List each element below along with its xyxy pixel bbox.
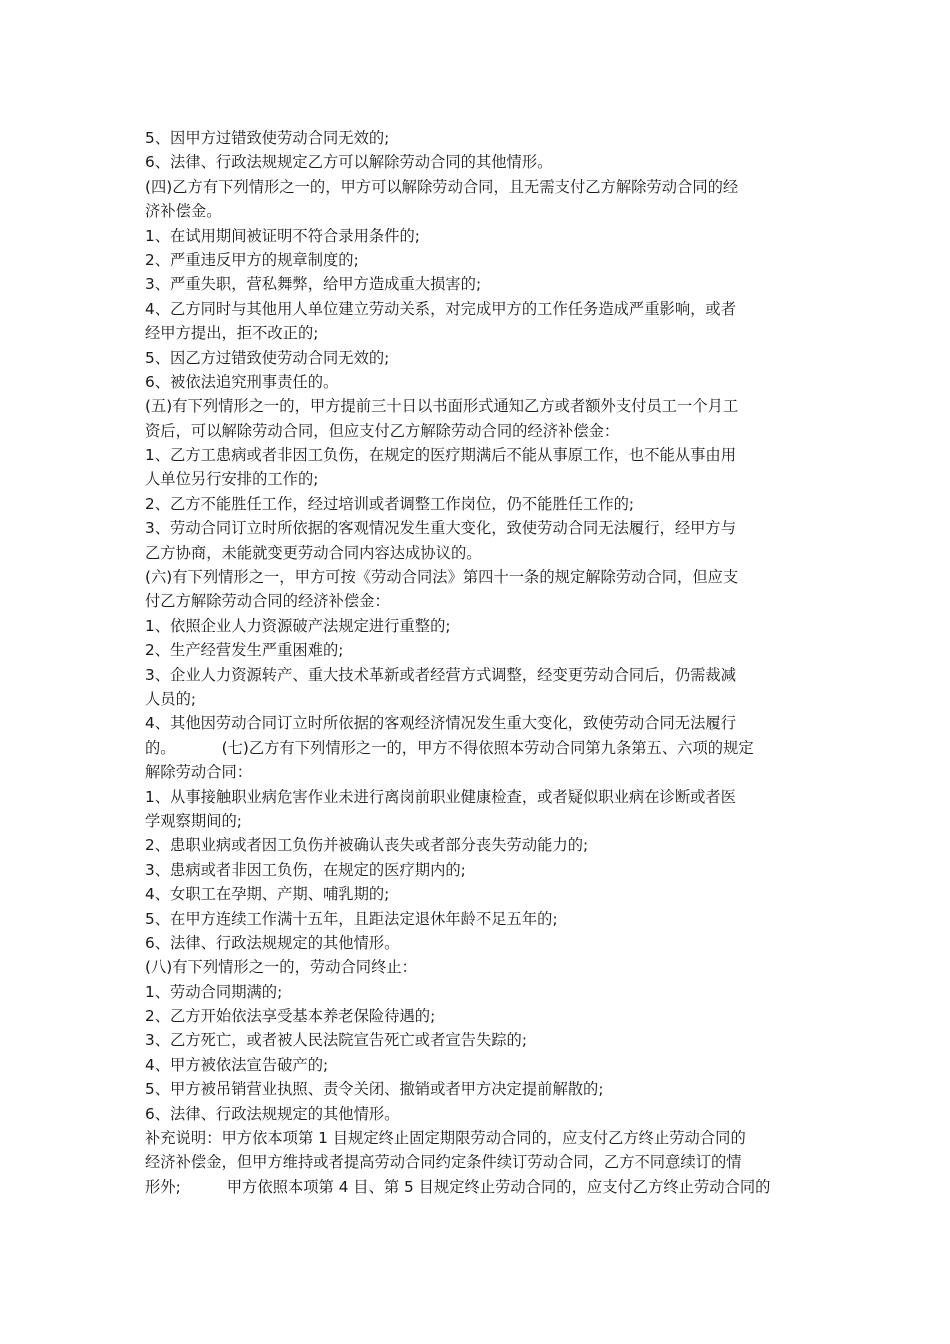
text-line: 4、乙方同时与其他用人单位建立劳动关系，对完成甲方的工作任务造成严重影响，或者 (145, 299, 737, 318)
text-line: 1、乙方工患病或者非因工负伤，在规定的医疗期满后不能从事原工作，也不能从事由用 (145, 446, 737, 465)
text-line: 3、劳动合同订立时所依据的客观情况发生重大变化，致使劳动合同无法履行，经甲方与 (145, 519, 737, 538)
text-line: 经甲方提出，拒不改正的; (145, 324, 319, 343)
text-line: 5、因乙方过错致使劳动合同无效的; (145, 348, 390, 367)
text-line: 3、严重失职，营私舞弊，给甲方造成重大损害的; (145, 275, 482, 294)
text-line: 资后，可以解除劳动合同，但应支付乙方解除劳动合同的经济补偿金： (145, 421, 620, 440)
text-line: (四)乙方有下列情形之一的，甲方可以解除劳动合同，且无需支付乙方解除劳动合同的经 (145, 177, 739, 196)
text-line: 人单位另行安排的工作的; (145, 470, 319, 489)
text-line-split (145, 1175, 807, 1199)
text-line: 3、企业人力资源转产、重大技术革新或者经营方式调整，经变更劳动合同后，仍需裁减 (145, 665, 737, 684)
text-line: 1、依照企业人力资源破产法规定进行重整的; (145, 616, 451, 635)
text-line: 1、在试用期间被证明不符合录用条件的; (145, 226, 420, 245)
text-line: 2、乙方开始依法享受基本养老保险待遇的; (145, 1007, 436, 1026)
text-line: 6、法律、行政法规规定的其他情形。 (145, 1104, 400, 1123)
text-line: 4、其他因劳动合同订立时所依据的客观经济情况发生重大变化，致使劳动合同无法履行 (145, 714, 737, 733)
text-line: 3、乙方死亡，或者被人民法院宣告死亡或者宣告失踪的; (145, 1031, 528, 1050)
text-line: 解除劳动合同： (145, 763, 253, 782)
text-line: 乙方协商，未能就变更劳动合同内容达成协议的。 (145, 543, 482, 562)
text-line: 5、因甲方过错致使劳动合同无效的; (145, 129, 390, 147)
text-line: (六)有下列情形之一，甲方可按《劳动合同法》第四十一条的规定解除劳动合同，但应支 (145, 568, 739, 587)
text-line: 济补偿金。 (145, 202, 222, 221)
text-line: 2、患职业病或者因工负伤并被确认丧失或者部分丧失劳动能力的; (145, 836, 589, 855)
text-line: 付乙方解除劳动合同的经济补偿金： (145, 592, 390, 611)
text-line: 5、甲方被吊销营业执照、责令关闭、撤销或者甲方决定提前解散的; (145, 1080, 604, 1099)
text-line: 6、法律、行政法规规定乙方可以解除劳动合同的其他情形。 (145, 153, 553, 172)
text-line: 1、劳动合同期满的; (145, 982, 283, 1001)
text-line: (八)有下列情形之一的，劳动合同终止： (145, 958, 417, 977)
text-line: 学观察期间的; (145, 811, 242, 830)
text-line: 4、女职工在孕期、产期、哺乳期的; (145, 885, 390, 904)
text-line-split (145, 736, 807, 760)
text-line: 2、生产经营发生严重困难的; (145, 641, 344, 660)
text-line: 6、被依法追究刑事责任的。 (145, 372, 339, 391)
text-line: 经济补偿金，但甲方维持或者提高劳动合同约定条件续订劳动合同，乙方不同意续订的情 (145, 1153, 742, 1172)
text-fragment: (七)乙方有下列情形之一的，甲方不得依照本劳动合同第九条第五、六项的规定 (221, 738, 754, 757)
text-line: 5、在甲方连续工作满十五年，且距法定退休年龄不足五年的; (145, 909, 558, 928)
text-line: (五)有下列情形之一的，甲方提前三十日以书面形式通知乙方或者额外支付员工一个月工 (145, 397, 739, 416)
text-line: 补充说明：甲方依本项第 1 目规定终止固定期限劳动合同的，应支付乙方终止劳动合同的 (145, 1129, 746, 1148)
text-line: 3、患病或者非因工负伤，在规定的医疗期内的; (145, 860, 466, 879)
text-fragment: 甲方依照本项第 4 目、第 5 目规定终止劳动合同的，应支付乙方终止劳动合同的 (226, 1177, 771, 1196)
document-body (145, 126, 807, 1199)
text-line: 4、甲方被依法宣告破产的; (145, 1055, 329, 1074)
text-fragment: 形外; (145, 1177, 181, 1196)
text-line: 人员的; (145, 689, 197, 708)
text-line: 2、严重违反甲方的规章制度的; (145, 250, 359, 269)
text-line: 2、乙方不能胜任工作，经过培训或者调整工作岗位，仍不能胜任工作的; (145, 494, 635, 513)
text-line: 6、法律、行政法规规定的其他情形。 (145, 933, 400, 952)
text-fragment: 的。 (145, 738, 176, 757)
text-line: 1、从事接触职业病危害作业未进行离岗前职业健康检查，或者疑似职业病在诊断或者医 (145, 787, 737, 806)
